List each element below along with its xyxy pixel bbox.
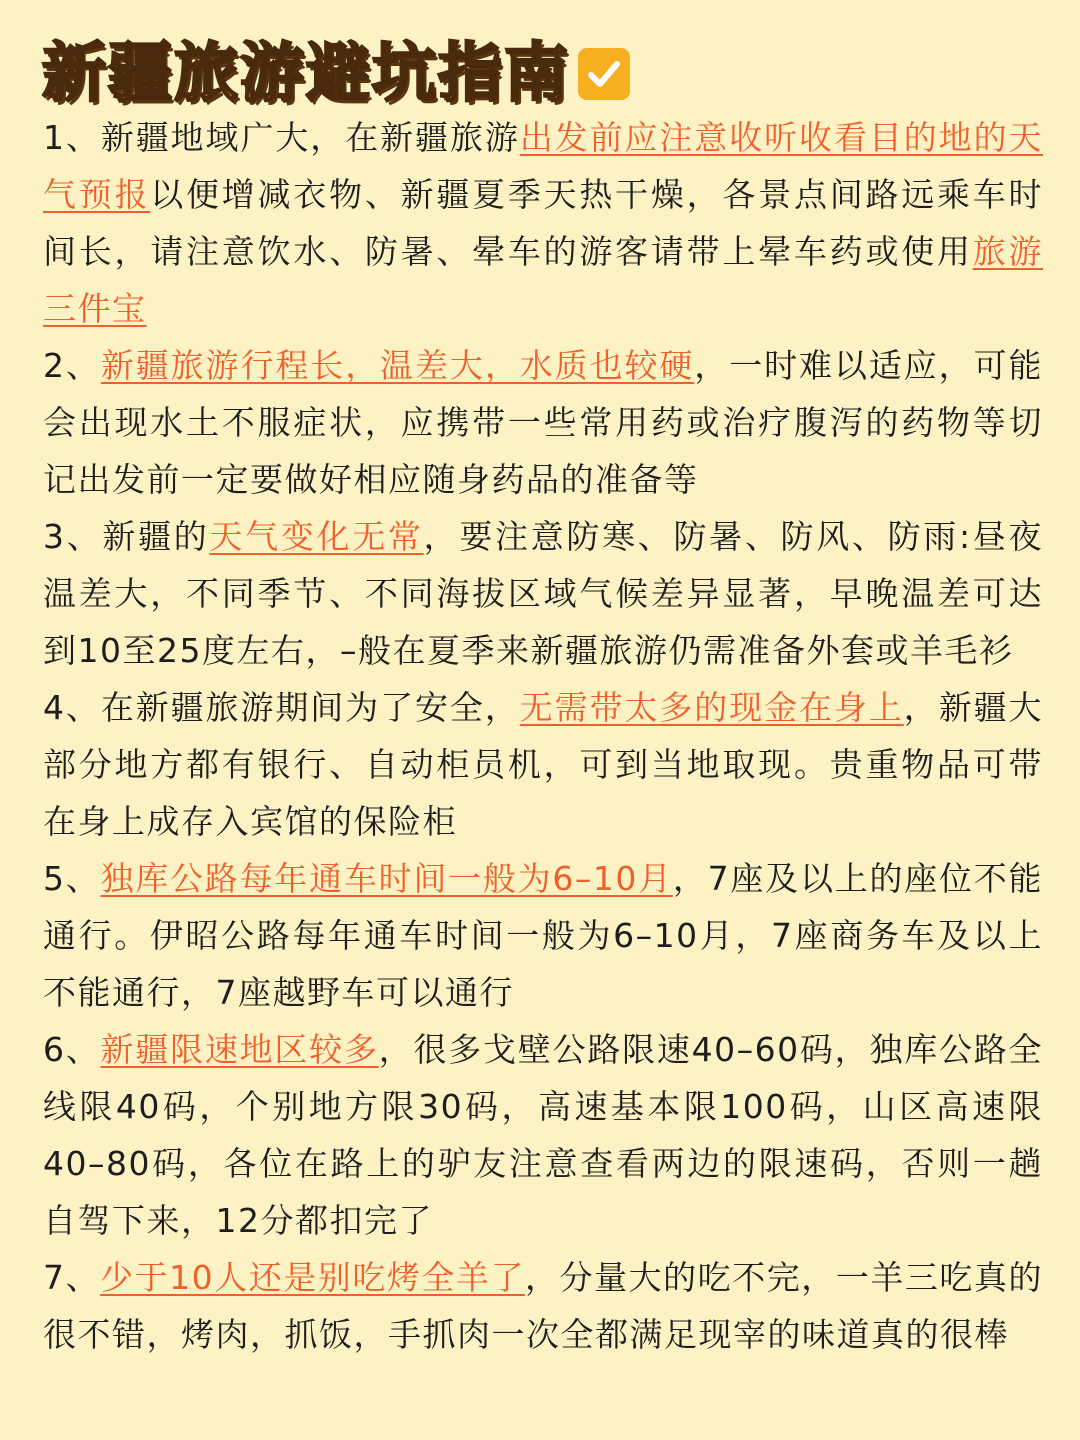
tip-text: 7、: [43, 1258, 101, 1297]
tip-highlight: 无需带太多的现金在身上: [519, 688, 904, 727]
tip-text: 3、新疆的: [43, 517, 210, 556]
tip-highlight: 新疆限速地区较多: [100, 1030, 379, 1069]
title-row: [42, 36, 630, 112]
tip-item: [43, 850, 1043, 1021]
tip-text: ，分量大的吃不完，一羊三吃真的很不错，烤肉，抓饭，手抓肉一次全都满足现宰的味道真的很棒: [43, 1258, 1044, 1354]
tip-highlight: 独库公路每年通车时间一般为6–10月: [100, 859, 673, 898]
tip-text: ，要注意防寒、防暑、防风、防雨:昼夜温差大，不同季节、不同海拔区域气候差异显著，早晚温差可达到10至25度左右，–般在夏季来新疆旅游仍需准备外套或羊毛衫: [43, 517, 1044, 670]
tip-text: ，新疆大部分地方都有银行、自动柜员机，可到当地取现。贵重物品可带在身上成存入宾馆的保险柜: [43, 688, 1044, 841]
tip-text: ，一时难以适应，可能会出现水土不服症状，应携带一些常用药或治疗腹泻的药物等切记出发前一定要做好相应随身药品的准备等: [43, 346, 1044, 499]
tip-highlight: 天气变化无常: [209, 517, 424, 556]
tip-text: 2、: [43, 346, 101, 385]
check-mark-icon: [578, 48, 630, 100]
page-title: 新疆旅游避坑指南: [42, 37, 570, 111]
tip-text: 以便增减衣物、新疆夏季天热干燥，各景点间路远乘车时间长，请注意饮水、防暑、晕车的游客请带上晕车药或使用: [43, 175, 1044, 271]
tip-text: 4、在新疆旅游期间为了安全，: [43, 688, 520, 727]
tip-highlight: 少于10人还是别吃烤全羊了: [100, 1258, 525, 1297]
tip-text: 5、: [43, 859, 101, 898]
tip-item: [43, 1249, 1043, 1363]
tip-item: [43, 109, 1043, 337]
tip-text: 6、: [43, 1030, 101, 1069]
tip-item: [43, 508, 1043, 679]
tip-text: ，很多戈壁公路限速40–60码，独库公路全线限40码，个别地方限30码，高速基本限100码，山区高速限40–80码，各位在路上的驴友注意查看两边的限速码，否则一趟自驾下来，12分都扣完了: [43, 1030, 1044, 1240]
tip-text: ，7座及以上的座位不能通行。伊昭公路每年通车时间一般为6–10月，7座商务车及以上不能通行，7座越野车可以通行: [43, 859, 1043, 1012]
tips-list: [43, 109, 1043, 1363]
tip-text: 1、新疆地域广大，在新疆旅游: [43, 118, 520, 157]
tip-highlight: 新疆旅游行程长，温差大，水质也较硬: [100, 346, 695, 385]
tip-item: [43, 1021, 1043, 1249]
tip-highlight: 旅游三件宝: [43, 232, 1044, 328]
tip-item: [43, 679, 1043, 850]
tip-highlight: 出发前应注意收听收看目的地的天气预报: [43, 118, 1044, 214]
tip-item: [43, 337, 1043, 508]
